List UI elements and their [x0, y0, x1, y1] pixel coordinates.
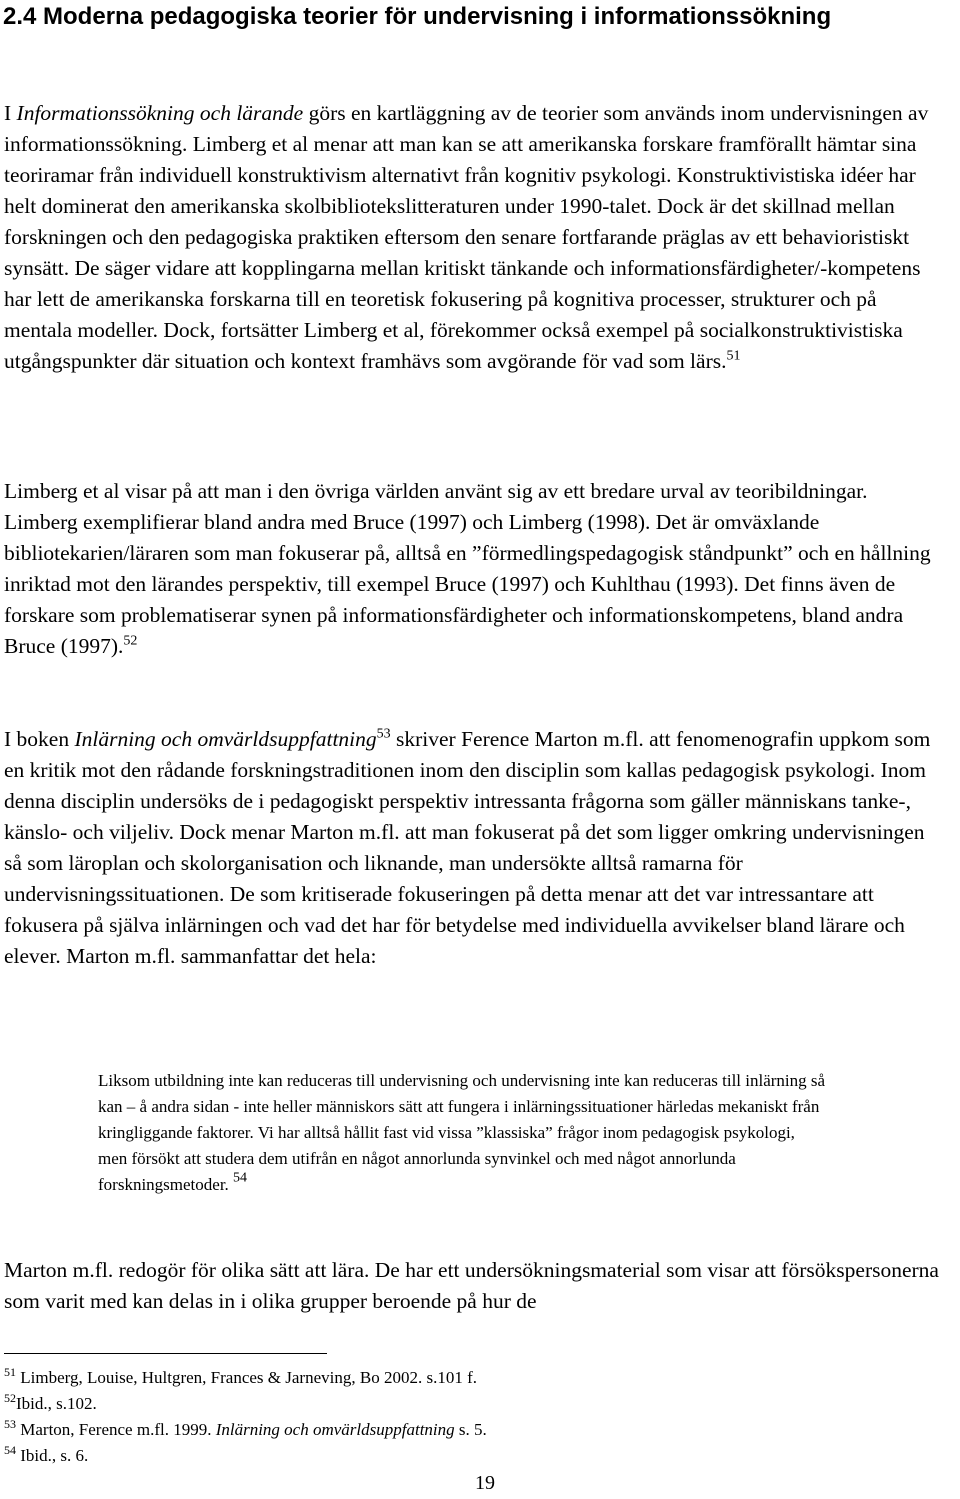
footnote-ref-54: 54 [233, 1170, 248, 1186]
quote-text: Liksom utbildning inte kan reduceras till undervisning och undervisning inte kan reduceras till inlärning så kan – å andra sidan - inte heller människors sätt att fungera i inlärningssituationer härledas mekaniskt från kringliggande faktorer. Vi har alltså hållit fast vid vissa ”klassiska” frågor inom pedagogisk psykologi, men försökt att studera dem utifrån en något annorlunda synvinkel och med något annorlunda forskningsmetoder. [98, 1071, 826, 1194]
footnote-text: Limberg, Louise, Hultgren, Frances & Jarneving, Bo 2002. s.101 f. [16, 1368, 477, 1387]
paragraph-4-text: Marton m.fl. redogör för olika sätt att lära. De har ett undersökningsmaterial som visar att försökspersonerna som varit med kan delas in i olika grupper beroende på hur de [4, 1258, 939, 1313]
paragraph-3 [4, 724, 944, 972]
paragraph-3-text: skriver Ference Marton m.fl. att fenomenografin uppkom som en kritik mot den rådande forskningstraditionen inom den disciplin som kallas pedagogisk psykologi. Inom denna disciplin undersöks de i pedagogiskt perspektiv intressanta frågorna som gäller människans tanke-, känslo- och viljeliv. Dock menar Marton m.fl. att man fokuserat på det som ligger omkring undervisningen så som läroplan och skolorganisation och liknande, man undersökte alltså ramarna för undervisningssituationen. De som kritiserade fokuseringen på detta menar att det var intressantare att fokusera på själva inlärningen och vad det har för betydelse med individuella avvikelser bland lärare och elever. Marton m.fl. sammanfattar det hela: [4, 727, 931, 968]
paragraph-4 [4, 1255, 944, 1317]
book-title-2: Inlärning och omvärldsuppfattning [74, 727, 377, 751]
footnote-text: Ibid., s. 6. [16, 1446, 89, 1465]
paragraph-2-text: Limberg et al visar på att man i den övriga världen använt sig av ett bredare urval av teoribildningar. Limberg exemplifierar bland andra med Bruce (1997) och Limberg (1998). Det är omväxlande bibliotekarien/läraren som man fokuserar på, alltså en ”förmedlingspedagogisk ståndpunkt” och en hållning inriktad mot den lärandes perspektiv, till exempel Bruce (1997) och Kuhlthau (1993). Det finns även de forskare som problematiserar synen på informationsfärdigheter och informationskompetens, bland andra Bruce (1997). [4, 479, 931, 658]
paragraph-3-lead: I boken [4, 727, 75, 751]
paragraph-1 [4, 98, 944, 377]
footnote-number: 52 [4, 1390, 16, 1405]
footnote-ref-53: 53 [376, 726, 391, 742]
footnote-number: 51 [4, 1364, 16, 1379]
footnote-51 [4, 1365, 904, 1391]
footnote-ref-51: 51 [726, 348, 741, 364]
footnote-54 [4, 1443, 904, 1469]
paragraph-2 [4, 476, 944, 662]
page-number: 19 [475, 1472, 495, 1494]
footnote-text: Ibid., s.102. [16, 1394, 97, 1413]
footnote-text-after: s. 5. [454, 1420, 487, 1439]
footnote-number: 53 [4, 1416, 16, 1431]
paragraph-1-lead: I [4, 101, 17, 125]
footnote-divider [4, 1353, 327, 1354]
section-heading: 2.4 Moderna pedagogiska teorier för undervisning i informationssökning [3, 3, 832, 30]
footnote-53 [4, 1417, 904, 1443]
footnote-ref-52: 52 [123, 633, 138, 649]
footnote-number: 54 [4, 1442, 16, 1457]
paragraph-1-text: görs en kartläggning av de teorier som används inom undervisningen av informationssökning. Limberg et al menar att man kan se att amerikanska forskare framförallt hämtar sina teoriramar från individuell konstruktivism alternativt från kognitiv psykologi. Konstruktivistiska idéer har helt dominerat den amerikanska skolbibliotekslitteraturen under 1990-talet. Dock är det skillnad mellan forskningen och den pedagogiska praktiken eftersom den senare fortfarande präglas av ett behavioristiskt synsätt. De säger vidare att kopplingarna mellan kritiskt tänkande och informationsfärdigheter/-kompetens har lett de amerikanska forskarna till en teoretisk fokusering på kognitiva processer, strukturer och på mentala modeller. Dock, fortsätter Limberg et al, förekommer också exempel på socialkonstruktivistiska utgångspunkter där situation och kontext framhävs som avgörande för vad som lärs. [4, 101, 929, 373]
footnote-book-title: Inlärning och omvärldsuppfattning [215, 1420, 455, 1439]
footnotes [4, 1365, 904, 1469]
footnote-52 [4, 1391, 904, 1417]
block-quote [98, 1068, 828, 1198]
footnote-text: Marton, Ference m.fl. 1999. [16, 1420, 216, 1439]
book-title-1: Informationssökning och lärande [16, 101, 304, 125]
